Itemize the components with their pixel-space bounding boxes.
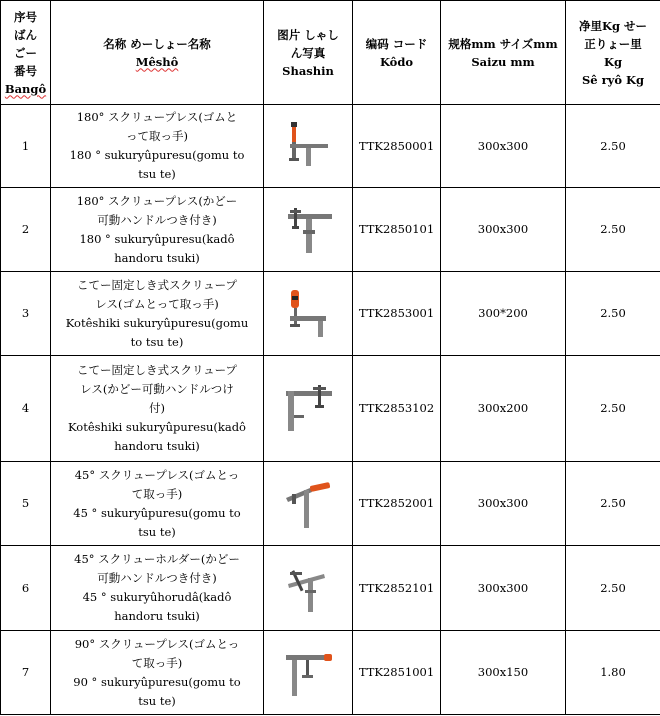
product-photo — [264, 631, 353, 715]
right-angle-clamp-icon — [280, 645, 336, 701]
product-size: 300*200 — [441, 272, 566, 356]
product-size: 300x300 — [441, 462, 566, 546]
product-code: TTK2850001 — [353, 105, 441, 188]
table-row — [1, 188, 660, 272]
row-number: 6 — [1, 546, 51, 631]
angle-holder-lever-icon — [280, 560, 336, 616]
product-size: 300x300 — [441, 188, 566, 272]
row-number: 1 — [1, 105, 51, 188]
product-size: 300x300 — [441, 105, 566, 188]
product-weight: 2.50 — [566, 188, 660, 272]
product-photo — [264, 272, 353, 356]
product-photo — [264, 356, 353, 462]
product-photo — [264, 462, 353, 546]
header-photo: 图片 しゃし ん写真 Shashin — [264, 1, 353, 105]
fixed-clamp-lever-icon — [278, 379, 338, 439]
header-code: 编码 コード Kôdo — [353, 1, 441, 105]
table-row — [1, 462, 660, 546]
product-photo — [264, 546, 353, 631]
row-number: 4 — [1, 356, 51, 462]
product-name: 90° スクリュープレス(ゴムとっ て取っ手) 90 ° sukuryûpuresu(gomu to tsu te) — [51, 631, 264, 715]
product-weight: 2.50 — [566, 546, 660, 631]
product-weight: 2.50 — [566, 105, 660, 188]
angle-clamp-handle-icon — [280, 476, 336, 532]
product-weight: 2.50 — [566, 356, 660, 462]
product-code: TTK2853102 — [353, 356, 441, 462]
product-photo — [264, 188, 353, 272]
row-number: 7 — [1, 631, 51, 715]
product-code: TTK2851001 — [353, 631, 441, 715]
product-photo — [264, 105, 353, 188]
header-row — [1, 1, 660, 105]
row-number: 3 — [1, 272, 51, 356]
product-code: TTK2850101 — [353, 188, 441, 272]
product-code: TTK2852001 — [353, 462, 441, 546]
product-name: 180° スクリュープレス(かどー 可動ハンドルつき付き) 180 ° sukuryûpuresu(kadô handoru tsuki) — [51, 188, 264, 272]
product-weight: 2.50 — [566, 272, 660, 356]
table-row — [1, 546, 660, 631]
table-row — [1, 272, 660, 356]
product-name: こてー固定しき式スクリュープ レス(かどー可動ハンドルつけ 付) Kotêshiki sukuryûpuresu(kadô handoru tsuki) — [51, 356, 264, 462]
product-weight: 2.50 — [566, 462, 660, 546]
product-weight: 1.80 — [566, 631, 660, 715]
header-size: 规格mm サイズmm Saizu mm — [441, 1, 566, 105]
t-clamp-lever-icon — [280, 202, 336, 258]
header-weight: 净里Kg せー 正りょー里 Kg Sê ryô Kg — [566, 1, 660, 105]
header-name: 名称 めーしょー名称 Mêshô — [51, 1, 264, 105]
product-size: 300x300 — [441, 546, 566, 631]
t-clamp-handle-icon — [280, 118, 336, 174]
product-name: こてー固定しき式スクリュープ レス(ゴムとって取っ手) Kotêshiki sukuryûpuresu(gomu to tsu te) — [51, 272, 264, 356]
fixed-clamp-handle-icon — [280, 286, 336, 342]
header-no: 序号 ばん ごー 番号 Bangô — [1, 1, 51, 105]
table-row — [1, 356, 660, 462]
product-name: 180° スクリュープレス(ゴムと って取っ手) 180 ° sukuryûpuresu(gomu to tsu te) — [51, 105, 264, 188]
row-number: 2 — [1, 188, 51, 272]
product-code: TTK2852101 — [353, 546, 441, 631]
product-name: 45° スクリューホルダー(かどー 可動ハンドルつき付き) 45 ° sukuryûhorudâ(kadô handoru tsuki) — [51, 546, 264, 631]
product-size: 300x200 — [441, 356, 566, 462]
table-row — [1, 105, 660, 188]
row-number: 5 — [1, 462, 51, 546]
table-row — [1, 631, 660, 715]
product-code: TTK2853001 — [353, 272, 441, 356]
product-size: 300x150 — [441, 631, 566, 715]
product-name: 45° スクリュープレス(ゴムとっ て取っ手) 45 ° sukuryûpuresu(gomu to tsu te) — [51, 462, 264, 546]
